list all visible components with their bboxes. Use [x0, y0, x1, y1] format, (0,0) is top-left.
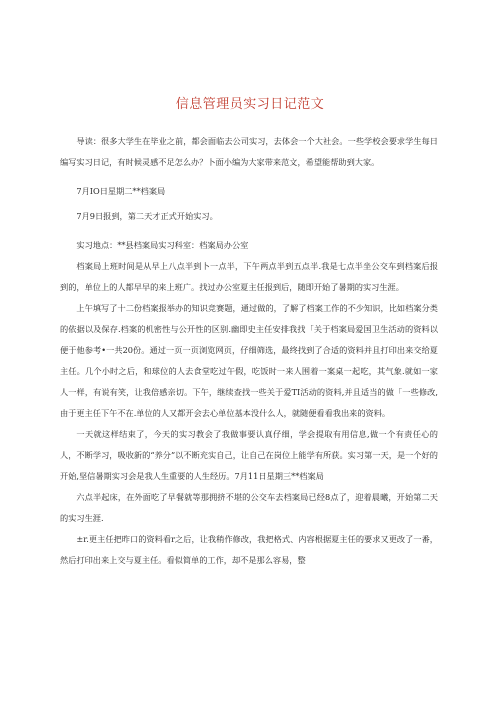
paragraph: 实习地点：**县档案局实习科室：档案局办公室: [76, 240, 249, 250]
paragraph: 一天就这样结束了，今天的实习教会了我做事要认真仔细，学会提取有用信息,做一个有责任心的人，不断学习，吸收新的“养分”以不断充实自己，让自己在岗位上能学有所获。实习第一天，是一个好的开始,坚信暑期实习会是我人生重要的人生经历。7月11日星期三**档案局: [60, 429, 438, 481]
date-heading-1: 7月IO日星期二**档案局: [76, 186, 166, 196]
intro-paragraph: 导读：很多大学生在毕业之前，都会面临去公司实习，去体会一个大社会。一些学校会要求学生每日编写实习日记，有时候灵感不足怎么办？卜面小编为大家带来范文，希望能帮助到大家。: [60, 136, 438, 167]
paragraph: 上午填写了十二份档案报举办的知识竞赛题，通过做的，了解了档案工作的不少知识，比如档案分类的依据以及保存.档案的机密性与公开性的区别.幽即史主任安排我找「关于档案局爱国卫生活动的资料以便于他参考•一共20份。通过一页一页浏览网页，仔细筛选，最终找到了合适的资料并且打印出来交给夏主任。几个小时之后，和球位的人去食堂吃过午假，吃饭时一来人围着一案桌一起吃，其气象.就如一家人一样，有说有笑，让我倍感亲切。下午，继续查找一些关于爱TI活动的资料,并且适当的做「一些修改,由于更主任下午不在.单位的人又都开会去心单位基本没什么人，就随便看看我出来的资料。: [60, 303, 438, 418]
paragraph: ±r.更主任把昨口的资料看r之后，让我稍作修改，我把格式、内容根据夏主任的要求又更改了一番，然后打印出来上交与夏主任。看似简单的工作，却不是那么容易，整: [60, 534, 438, 565]
document-title: 信息管理员实习日记范文: [175, 97, 325, 112]
paragraph: 档案局上班时间是从早上八点半到卜一点半，下午两点半到五点半.我是七点半坐公交车到档案后报到的，单位上的人都早早的来上班广。找过办公室夏主任报到后，随即开始了暑期的实习生涯。: [60, 261, 438, 292]
document-body: [60, 131, 438, 571]
paragraph: 7月9日报到，第二天才正式开始实习。: [76, 211, 218, 221]
paragraph: 六点半起床，在外面吃了早餐就等那拥挤不堪的公交车去档案局已经8点了，迎着晨曦，开始第二天的实习生涯.: [60, 492, 438, 523]
